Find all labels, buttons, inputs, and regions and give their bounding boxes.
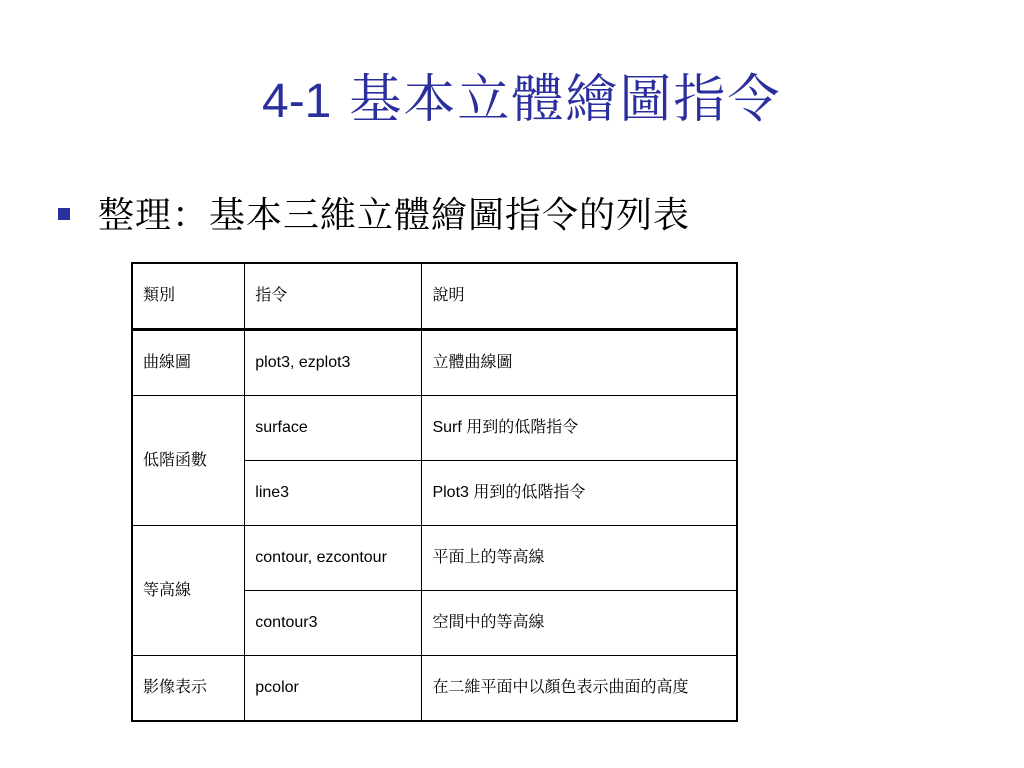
header-command: 指令 (245, 263, 422, 330)
bullet-text: 整理：基本三維立體繪圖指令的列表 (98, 195, 691, 236)
cell-description: 空間中的等高線 (422, 591, 737, 656)
title-number: 4-1 (262, 75, 332, 128)
cell-description: 立體曲線圖 (422, 330, 737, 396)
header-description: 說明 (422, 263, 737, 330)
table-row (132, 526, 737, 591)
cell-command: pcolor (245, 656, 422, 722)
table-row (132, 330, 737, 396)
cell-category: 影像表示 (132, 656, 245, 722)
cell-category: 低階函數 (132, 396, 245, 526)
square-bullet-icon (58, 208, 70, 220)
cell-category: 曲線圖 (132, 330, 245, 396)
table-row (132, 396, 737, 461)
cell-command: surface (245, 396, 422, 461)
cell-description: Surf 用到的低階指令 (422, 396, 737, 461)
command-table (131, 262, 738, 722)
cell-description: 平面上的等高線 (422, 526, 737, 591)
cell-description: 在二維平面中以顏色表示曲面的高度 (422, 656, 737, 722)
cell-command: contour, ezcontour (245, 526, 422, 591)
table-row (132, 656, 737, 722)
cell-command: plot3, ezplot3 (245, 330, 422, 396)
cell-description: Plot3 用到的低階指令 (422, 461, 737, 526)
slide-title (262, 68, 781, 134)
cell-command: line3 (245, 461, 422, 526)
cell-command: contour3 (245, 591, 422, 656)
table-header-row (132, 263, 737, 330)
cell-category: 等高線 (132, 526, 245, 656)
header-category: 類別 (132, 263, 245, 330)
title-text: 基本立體繪圖指令 (349, 70, 782, 130)
